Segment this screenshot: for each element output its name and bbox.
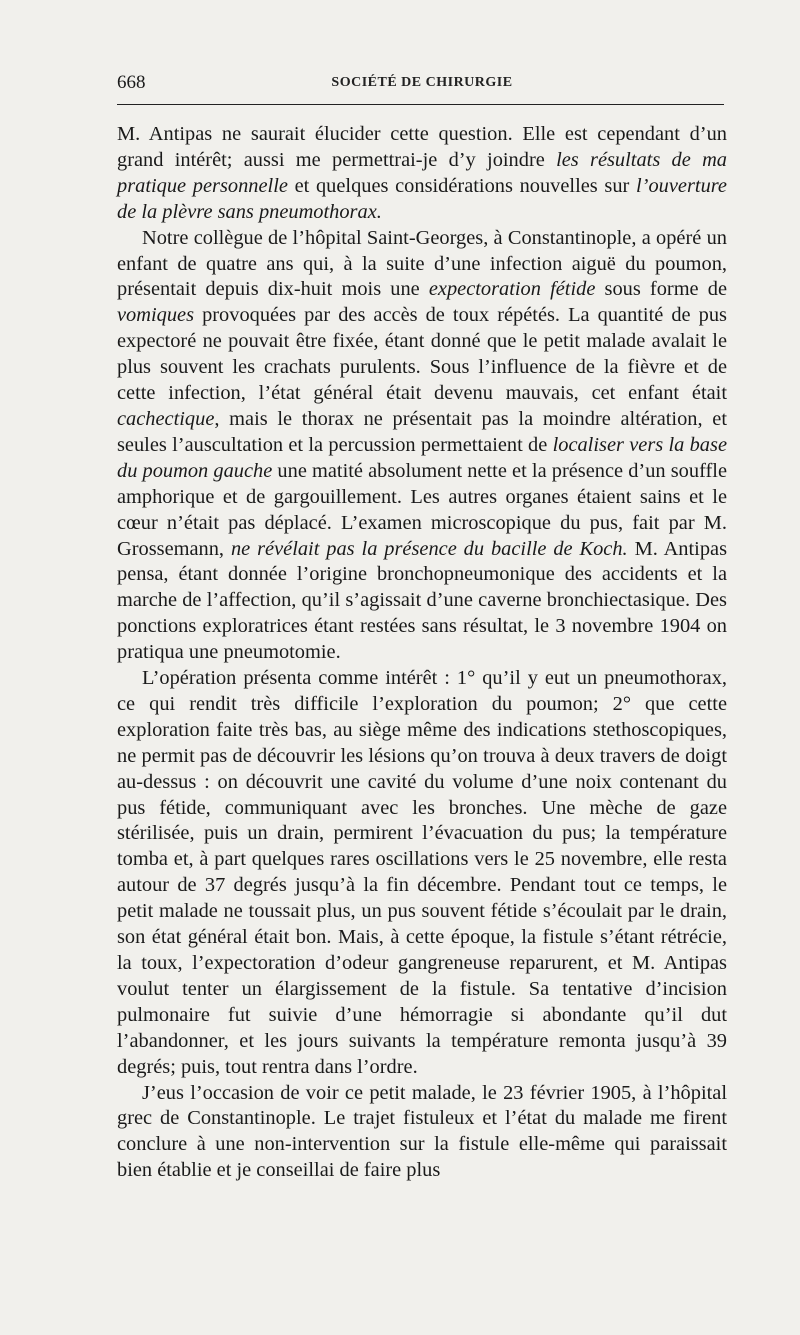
paragraph [117, 1081, 727, 1185]
text-run: J’eus l’occasion de voir ce petit malade, le 23 février 1905, à l’hôpital grec de Constantinople. Le trajet fistuleux et l’état du malade me firent conclure à une non-intervention sur la fistule elle-même qui paraissait bien établie et je conseillai de faire plus [117, 1081, 727, 1182]
page-number: 668 [117, 72, 146, 93]
italic-text: localiser vers la base du poumon gauche [117, 433, 727, 482]
text-run: une matité absolument nette et la présence d’un souffle amphorique et de gargouillement. Les autres organes étaient sains et le cœur n’était pas déplacé. L’examen microscopique du pus, fait par M. Grossemann, [117, 459, 728, 560]
text-run: M. Antipas ne saurait élucider cette question. Elle est cependant d’un grand intérêt; aussi me permettrai-je d’y joindre [117, 123, 727, 171]
text-run: , mais le thorax ne présentait pas la moindre altération, et seules l’auscultation et la percussion permettaient de [117, 407, 727, 456]
italic-text: cachectique [117, 407, 215, 430]
paragraph [117, 226, 727, 666]
italic-text: expectoration fétide [428, 278, 596, 301]
text-run: sous forme de [595, 278, 727, 301]
text-run: L’opération présenta comme intérêt : 1° qu’il y eut un pneumothorax, ce qui rendit très difficile l’exploration du poumon; 2° que cette exploration faite très bas, au siège même des indications stethoscopiques, ne permit pas de découvrir les lésions qu’on trouva à deux travers de doigt au-dessus : on découvrit une cavité du volume d’une noix contenant du pus fétide, communiquant avec les bronches. Une mèche de gaze stérilisée, puis un drain, permirent l’évacuation du pus; la température tomba et, à part quelques rares oscillations vers le 25 novembre, elle resta autour de 37 degrés jusqu’à la fin décembre. Pendant tout ce temps, le petit malade ne toussait plus, un pus souvent fétide s’écoulait par le drain, son état général était bon. Mais, à cette époque, la fistule s’étant rétrécie, la toux, l’expectoration d’odeur gangreneuse reparurent, et M. Antipas voulut tenter un élargissement de la fistule. Sa tentative d’incision pulmonaire fut suivie d’une hémorragie si abondante qu’il dut l’abandonner, et les jours suivants la température remonta jusqu’à 39 degrés; puis, tout rentra dans l’ordre. [117, 667, 727, 1078]
running-title: SOCIÉTÉ DE CHIRURGIE [331, 75, 513, 90]
header-rule [117, 104, 724, 105]
page-header [117, 72, 727, 98]
paragraph [117, 666, 727, 1081]
text-run: provoquées par des accès de toux répétés. La quantité de pus expectoré ne pouvait être fixée, étant donné que le petit malade avalait le plus souvent les crachats purulents. Sous l’influence de la fièvre et de cette infection, l’état général était devenu mauvais, cet enfant était [117, 304, 727, 405]
italic-text: les résultats de ma pratique personnelle [117, 148, 727, 197]
text-run: M. Antipas pensa, étant donnée l’origine bronchopneumonique des accidents et la marche de l’affection, qu’il s’agissait d’une caverne bronchiectasique. Des ponctions exploratrices étant restées sans résultat, le 3 novembre 1904 on pratiqua une pneumotomie. [117, 537, 728, 664]
text-run: et quelques considérations nouvelles sur [287, 174, 637, 197]
body-text [117, 122, 727, 1184]
italic-text: ne révélait pas la présence du bacille de Koch. [230, 537, 628, 560]
paragraph [117, 122, 727, 226]
italic-text: l’ouverture de la plèvre sans pneumothorax. [117, 174, 727, 223]
italic-text: vomiques [117, 304, 195, 327]
text-run: Notre collègue de l’hôpital Saint-Georges, à Constantinople, a opéré un enfant de quatre ans qui, à la suite d’une infection aiguë du poumon, présentait depuis dix-huit mois une [117, 226, 727, 301]
